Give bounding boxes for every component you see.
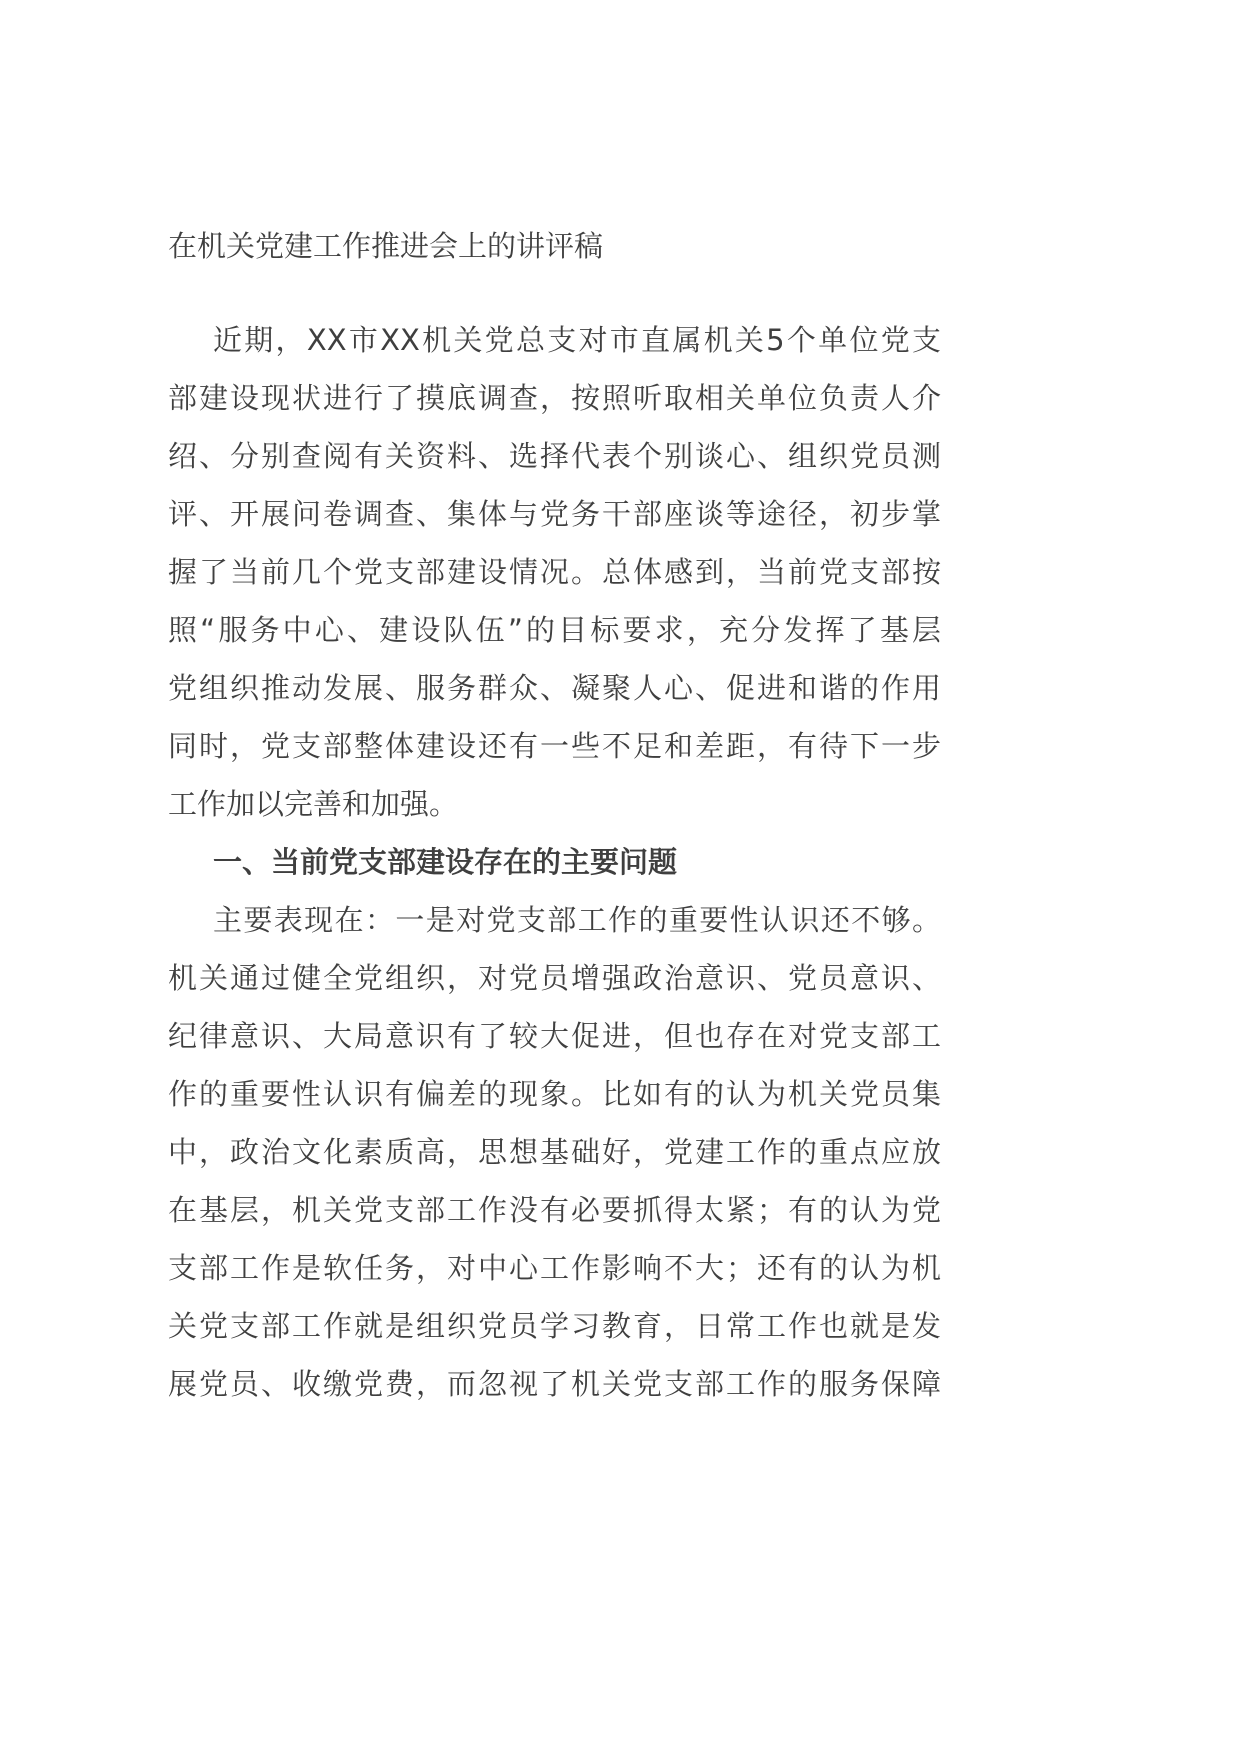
paragraph-line: 近期，XX市XX机关党总支对市直属机关5个单位党支	[213, 323, 941, 357]
document-title: 在机关党建工作推进会上的讲评稿	[168, 229, 604, 263]
paragraph-line: 同时，党支部整体建设还有一些不足和差距，有待下一步	[168, 729, 941, 763]
paragraph-line: 在基层，机关党支部工作没有必要抓得太紧；有的认为党	[168, 1193, 941, 1227]
paragraph-line: 党组织推动发展、服务群众、凝聚人心、促进和谐的作用	[168, 671, 941, 705]
document-body	[168, 311, 941, 1413]
paragraph-line: 支部工作是软任务，对中心工作影响不大；还有的认为机	[168, 1251, 941, 1285]
paragraph-line: 评、开展问卷调查、集体与党务干部座谈等途径，初步掌	[168, 497, 941, 531]
paragraph-line: 展党员、收缴党费，而忽视了机关党支部工作的服务保障	[168, 1367, 941, 1401]
section-heading: 一、当前党支部建设存在的主要问题	[213, 845, 678, 879]
paragraph-line: 主要表现在：一是对党支部工作的重要性认识还不够。	[213, 903, 941, 937]
paragraph-line: 作的重要性认识有偏差的现象。比如有的认为机关党员集	[168, 1077, 941, 1111]
paragraph-line: 机关通过健全党组织，对党员增强政治意识、党员意识、	[168, 961, 941, 995]
paragraph-line: 纪律意识、大局意识有了较大促进，但也存在对党支部工	[168, 1019, 941, 1053]
paragraph-line: 关党支部工作就是组织党员学习教育，日常工作也就是发	[168, 1309, 941, 1343]
paragraph-line: 中，政治文化素质高，思想基础好，党建工作的重点应放	[168, 1135, 941, 1169]
paragraph-line: 部建设现状进行了摸底调查，按照听取相关单位负责人介	[168, 381, 941, 415]
paragraph-line: 绍、分别查阅有关资料、选择代表个别谈心、组织党员测	[168, 439, 941, 473]
paragraph-line: 握了当前几个党支部建设情况。总体感到，当前党支部按	[168, 555, 941, 589]
paragraph-line: 照“服务中心、建设队伍”的目标要求，充分发挥了基层	[168, 613, 941, 647]
paragraph-line: 工作加以完善和加强。	[168, 787, 459, 821]
